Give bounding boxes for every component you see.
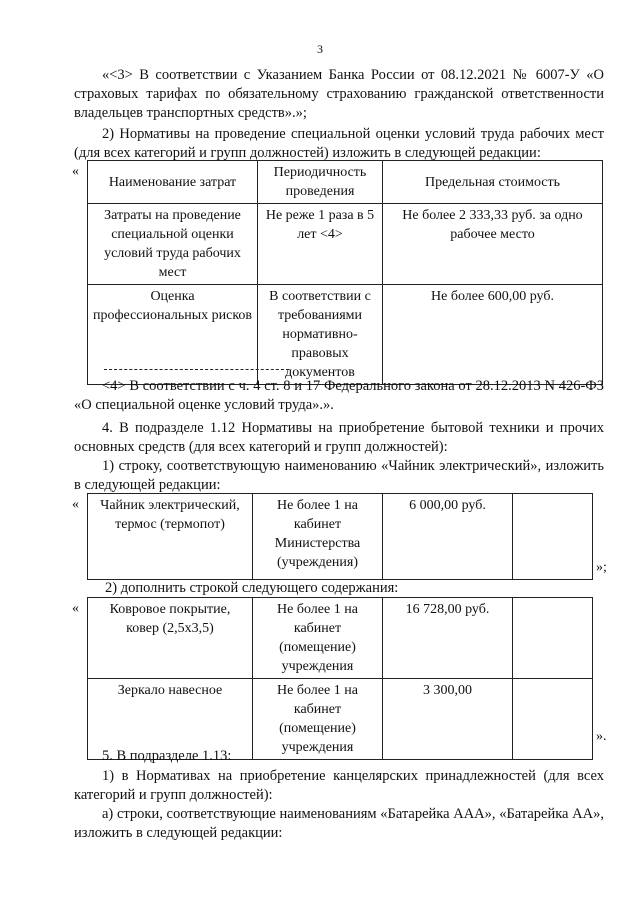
table-cell: В соответствии с требованиями нормативно-правовых документов	[258, 285, 383, 385]
closing-quote: »;	[596, 560, 607, 575]
table-row	[88, 598, 593, 679]
table-cell: Не более 1 на кабинет (помещение) учреждения	[253, 598, 383, 679]
table-header-row	[88, 161, 603, 204]
table-row	[88, 494, 593, 580]
page-number: 3	[317, 42, 323, 56]
footnote-4: <4> В соответствии с ч. 4 ст. 8 и 17 Федерального закона от 28.12.2013 N 426-ФЗ «О специальной оценке условий труда».».	[74, 378, 604, 413]
item-4-1-text: 1) строку, соответствующую наименованию «Чайник электрический», изложить в следующей редакции:	[74, 458, 604, 493]
opening-quote: «	[72, 497, 79, 512]
table-cell	[513, 598, 593, 679]
item-2-text: 2) Нормативы на проведение специальной оценки условий труда рабочих мест (для всех категорий и групп должностей) изложить в следующей редакции:	[74, 126, 604, 161]
table-cell: Зеркало навесное	[88, 679, 253, 760]
item-4-2-text: 2) дополнить строкой следующего содержания:	[105, 580, 399, 596]
closing-quote: ».	[596, 729, 607, 744]
item-5-1-text: 1) в Нормативах на приобретение канцелярских принадлежностей (для всех категорий и групп должностей):	[74, 768, 604, 803]
table-cell: Не реже 1 раза в 5 лет <4>	[258, 204, 383, 285]
carpet-table	[87, 597, 593, 760]
table-cell: Затраты на проведение специальной оценки условий труда рабочих мест	[88, 204, 258, 285]
table-cell: Не более 600,00 руб.	[383, 285, 603, 385]
sout-table	[87, 160, 603, 385]
item-4-text: 4. В подразделе 1.12 Нормативы на приобретение бытовой техники и прочих основных средств (для всех категорий и групп должностей):	[74, 420, 604, 455]
footnote-3: «<3> В соответствии с Указанием Банка России от 08.12.2021 № 6007-У «О страховых тарифах по обязательному страхованию гражданской ответственности владельцев транспортных средств».»;	[74, 67, 604, 121]
table-cell	[513, 494, 593, 580]
table-cell: Оценка профессиональных рисков	[88, 285, 258, 385]
table-cell: Чайник электрический, термос (термопот)	[88, 494, 253, 580]
column-header: Наименование затрат	[88, 161, 258, 204]
column-header: Периодичность проведения	[258, 161, 383, 204]
opening-quote: «	[72, 164, 79, 179]
item-5-1a-text: а) строки, соответствующие наименованиям «Батарейка ААА», «Батарейка АА», изложить в следующей редакции:	[74, 806, 604, 841]
column-header: Предельная стоимость	[383, 161, 603, 204]
table-cell: 16 728,00 руб.	[383, 598, 513, 679]
item-5-text: 5. В подразделе 1.13:	[102, 748, 232, 764]
footnote-separator	[104, 369, 289, 370]
table-cell: Не более 1 на кабинет Министерства (учреждения)	[253, 494, 383, 580]
table-cell: 3 300,00	[383, 679, 513, 760]
table-cell: Не более 2 333,33 руб. за одно рабочее место	[383, 204, 603, 285]
kettle-table	[87, 493, 593, 580]
table-cell: Ковровое покрытие, ковер (2,5х3,5)	[88, 598, 253, 679]
table-row	[88, 204, 603, 285]
table-cell: Не более 1 на кабинет (помещение) учреждения	[253, 679, 383, 760]
opening-quote: «	[72, 601, 79, 616]
table-cell: 6 000,00 руб.	[383, 494, 513, 580]
